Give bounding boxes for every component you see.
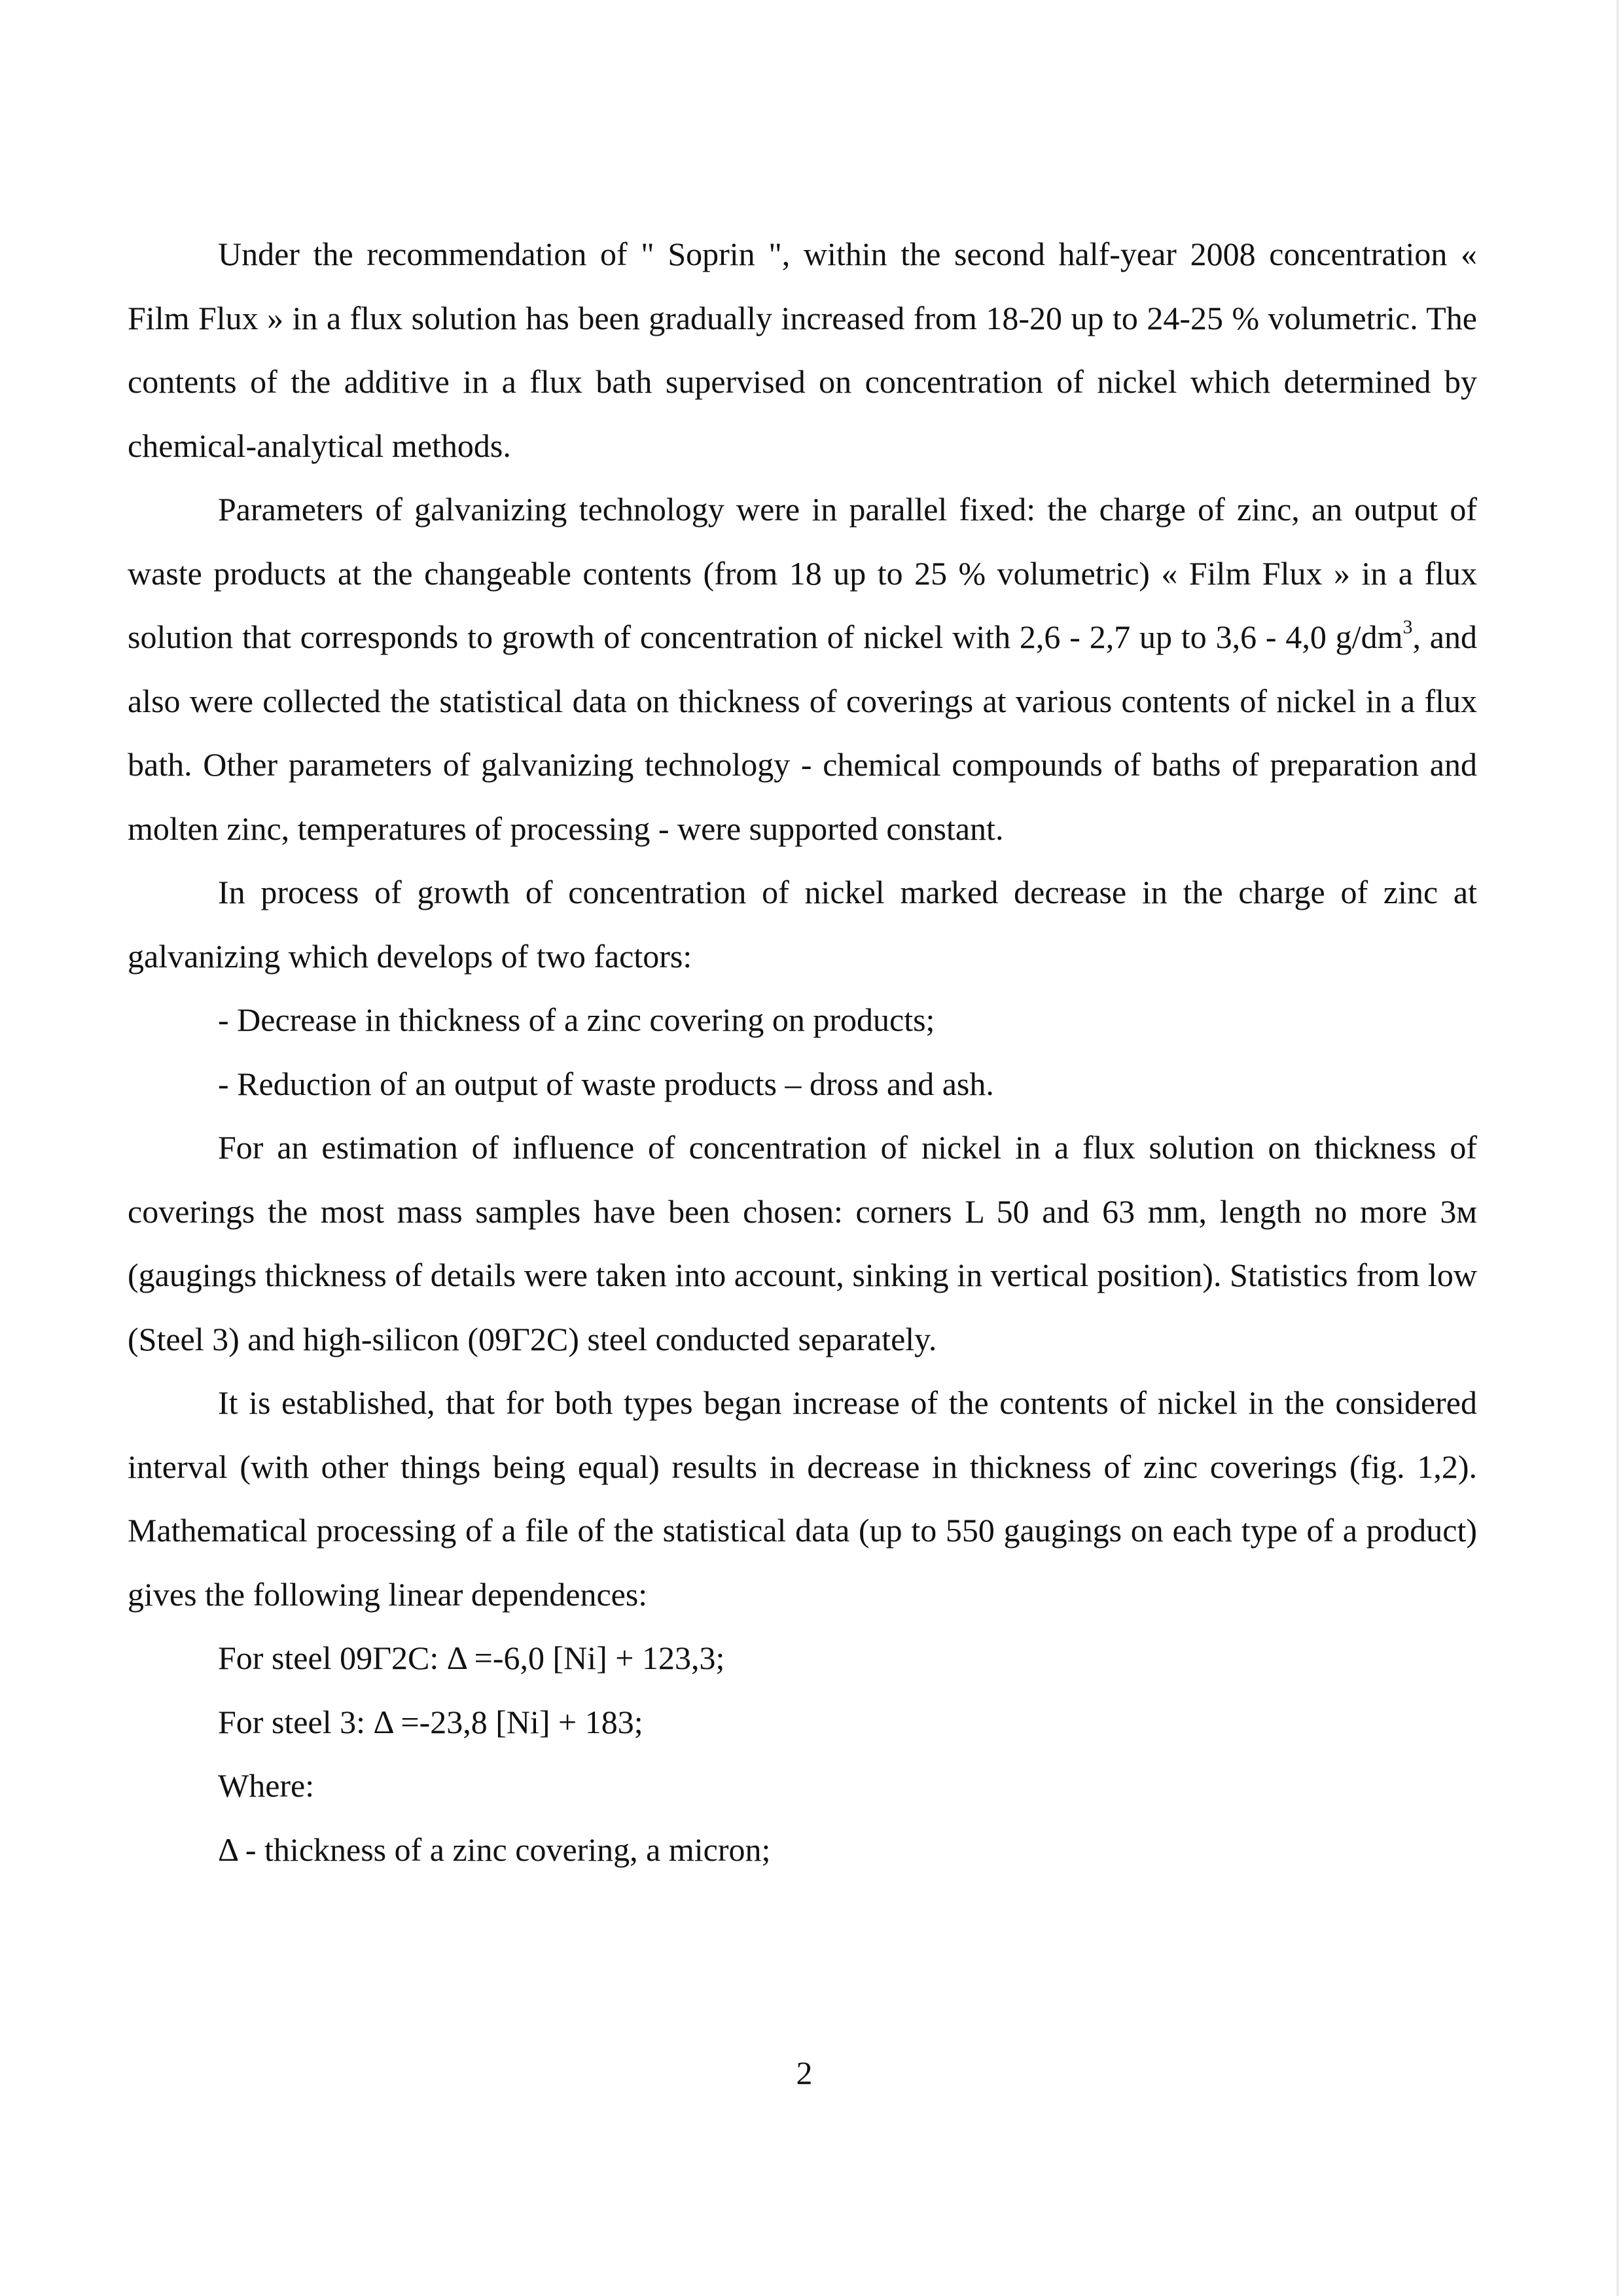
paragraph-nickel-growth: In process of growth of concentration of nickel marked decrease in the charge of zinc at galvanizing which develops of two factors:: [128, 874, 1477, 975]
body-text: [128, 223, 1477, 1882]
where-label: Where:: [218, 1767, 315, 1804]
list-item-decrease-thickness: - Decrease in thickness of a zinc covering on products;: [218, 1001, 935, 1038]
page-edge-shadow: [1616, 0, 1619, 2296]
paragraph-soprin-recommendation: Under the recommendation of " Soprin ", within the second half-year 2008 concentration « Film Flux » in a flux solution has been gradually increased from 18-20 up to 24-25 % volumetric. The contents of the additive in a flux bath supervised on concentration of nickel which determined by chemical-analytical methods.: [128, 236, 1477, 464]
definition-delta: Δ - thickness of a zinc covering, a micron;: [218, 1831, 771, 1868]
list-item-waste-reduction: - Reduction of an output of waste products – dross and ash.: [218, 1065, 994, 1102]
paragraph-established-results: It is established, that for both types began increase of the contents of nickel in the considered interval (with other things being equal) results in decrease in thickness of zinc coverings (fig. 1,2). Mathematical processing of a file of the statistical data (up to 550 gaugings on each type of a product) gives the following linear dependences:: [128, 1384, 1477, 1613]
superscript-exponent: 3: [1402, 616, 1413, 638]
paragraph-text: Parameters of galvanizing technology were in parallel fixed: the charge of zinc, an output of waste products at the changeable contents (from 18 up to 25 % volumetric) « Film Flux » in a flux solution that corresponds to growth of concentration of nickel with 2,6 - 2,7 up to 3,6 - 4,0 g/dm: [128, 491, 1477, 655]
paragraph-sample-estimation: For an estimation of influence of concentration of nickel in a flux solution on thickness of coverings the most mass samples have been chosen: corners L 50 and 63 mm, length no more 3м (gaugings thickness of details were taken into account, sinking in vertical position). Statistics from low (Steel 3) and high-silicon (09Г2С) steel conducted separately.: [128, 1129, 1477, 1357]
page-number: 2: [796, 2054, 813, 2091]
formula-steel-09g2s: For steel 09Г2С: Δ =-6,0 [Ni] + 123,3;: [218, 1640, 725, 1676]
formula-steel-3: For steel 3: Δ =-23,8 [Ni] + 183;: [218, 1703, 643, 1740]
paragraph-text: , and also were collected the statistical data on thickness of coverings at various contents of nickel in a flux bath. Other parameters of galvanizing technology - chemical compounds of baths of preparation and molten zinc, temperatures of processing - were supported constant.: [128, 619, 1477, 847]
paragraph-galvanizing-parameters: [128, 478, 1477, 861]
